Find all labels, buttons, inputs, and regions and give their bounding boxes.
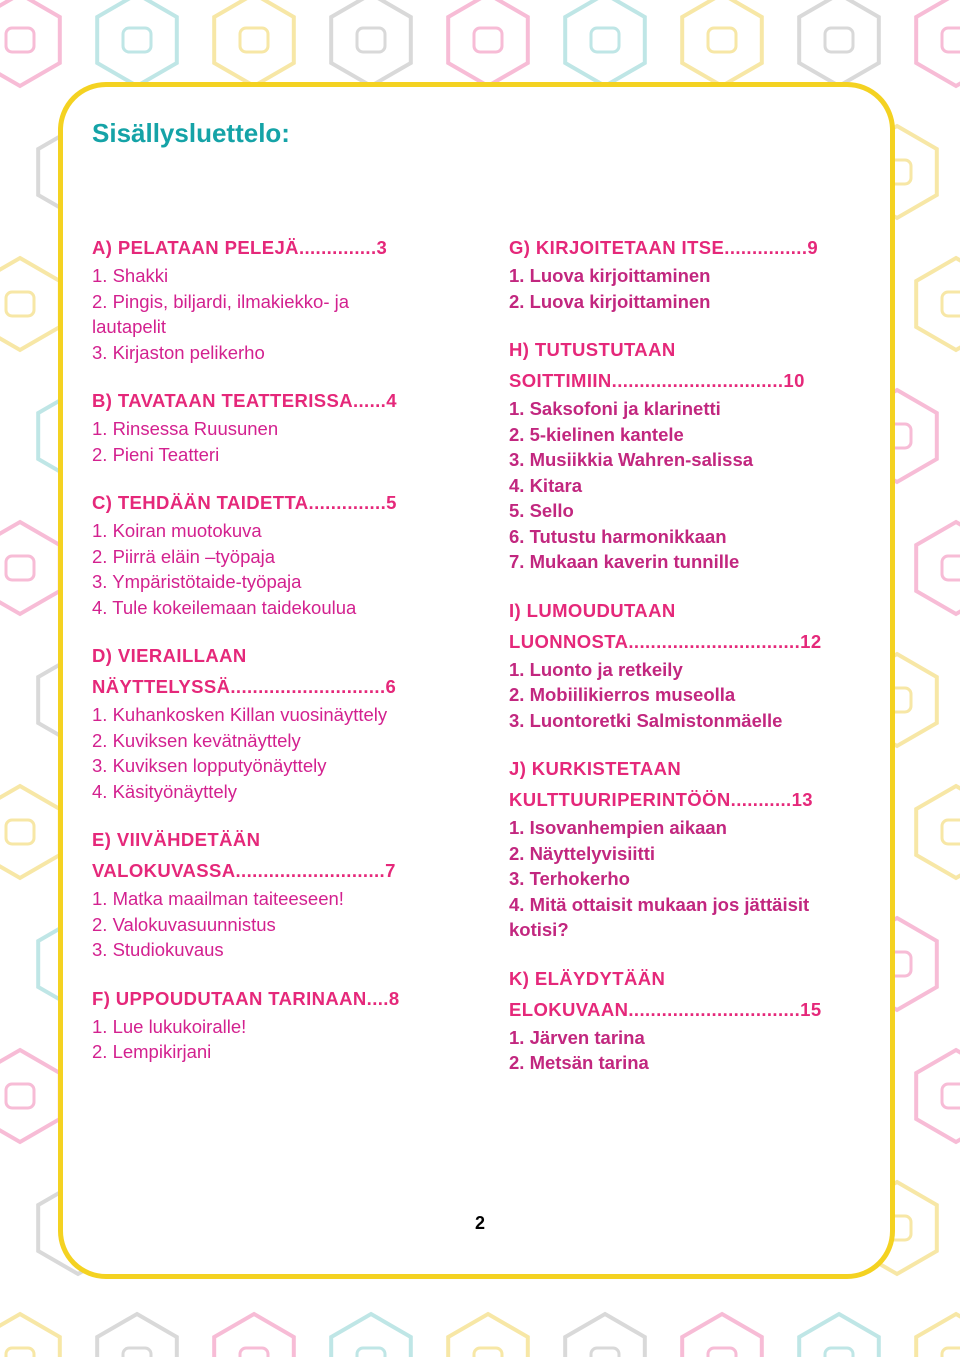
section-heading: LUONNOSTA...............................12 <box>509 630 822 652</box>
music-note-icon <box>214 1314 294 1357</box>
section-heading: K) ELÄYDYTÄÄN <box>509 967 666 989</box>
list-item: 3. Kirjaston pelikerho <box>92 341 265 363</box>
section-heading: KULTTUURIPERINTÖÖN...........13 <box>509 789 813 810</box>
lightbulb-icon <box>799 0 879 86</box>
camera-icon <box>916 258 960 350</box>
list-item: 1. Lue lukukoiralle! <box>92 1015 247 1037</box>
list-item: 2. Kuviksen kevätnäyttely <box>92 729 301 751</box>
list-item: 1. Matka maailman taiteeseen! <box>92 888 344 909</box>
section-item-list <box>92 1014 472 1065</box>
pencil-icon <box>682 0 762 86</box>
list-item: 1. Järven tarina <box>509 1026 645 1048</box>
camera-icon <box>916 0 960 86</box>
list-item: 4. Mitä ottaisit mukaan jos jättäisit <box>509 893 810 915</box>
speech-bubble-icon <box>0 1050 60 1142</box>
toc-section <box>509 595 879 734</box>
toc-section <box>92 385 472 467</box>
heart-icon <box>331 0 411 86</box>
section-heading: VALOKUVASSA...........................7 <box>92 860 396 881</box>
section-item-list <box>509 263 879 314</box>
list-item: 2. Näyttelyvisiitti <box>509 842 656 864</box>
toc-section <box>509 753 879 943</box>
list-item: 2. Luova kirjoittaminen <box>509 290 711 312</box>
section-heading: NÄYTTELYSSÄ............................6 <box>92 676 397 697</box>
list-item: 1. Luonto ja retkeily <box>509 658 683 680</box>
list-item: 3. Luontoretki Salmistonmäelle <box>509 709 783 731</box>
list-item: 2. 5-kielinen kantele <box>509 423 684 445</box>
list-item: 2. Mobiilikierros museolla <box>509 684 736 705</box>
section-item-list <box>92 263 472 365</box>
toc-section <box>92 824 472 963</box>
list-item: 2. Piirrä eläin –työpaja <box>92 545 276 567</box>
lightbulb-icon <box>799 1314 879 1357</box>
heart-icon <box>331 1314 411 1357</box>
list-item: 3. Terhokerho <box>509 868 630 889</box>
toc-section <box>92 232 472 365</box>
toc-section <box>92 983 472 1065</box>
toc-section <box>509 963 879 1076</box>
page-number: 2 <box>474 1213 485 1233</box>
section-heading: C) TEHDÄÄN TAIDETTA..............5 <box>92 492 397 513</box>
section-heading: G) KIRJOITETAAN ITSE...............9 <box>509 237 819 258</box>
camera-icon <box>916 786 960 878</box>
section-item-list <box>509 396 879 575</box>
list-item: 2. Valokuvasuunnistus <box>92 913 276 935</box>
speech-bubble-icon <box>0 1314 60 1357</box>
music-note-icon <box>214 0 294 86</box>
section-heading: J) KURKISTETAAN <box>509 758 682 779</box>
puzzle-icon <box>97 1314 177 1357</box>
section-item-list <box>92 702 472 804</box>
list-item: 2. Pieni Teatteri <box>92 443 220 465</box>
speech-bubble-icon <box>0 0 60 86</box>
list-item: 3. Kuviksen lopputyönäyttely <box>92 755 327 776</box>
list-item: 1. Isovanhempien aikaan <box>509 817 727 838</box>
camera-icon <box>916 522 960 614</box>
list-item: 2. Metsän tarina <box>509 1052 649 1073</box>
thumbs-up-icon <box>448 0 528 86</box>
toc-left-column <box>92 232 472 1085</box>
list-item: 1. Shakki <box>92 265 169 286</box>
list-item: 3. Ympäristötaide-työpaja <box>92 571 302 592</box>
section-heading: SOITTIMIIN...............................10 <box>509 370 805 391</box>
speech-bubble-icon <box>0 258 60 350</box>
list-item: 4. Kitara <box>509 474 583 496</box>
camera-icon <box>916 1314 960 1357</box>
list-item: 6. Tutustu harmonikkaan <box>509 525 727 547</box>
book-icon <box>565 0 645 86</box>
puzzle-icon <box>97 0 177 86</box>
speech-bubble-icon <box>0 522 60 614</box>
section-heading: D) VIERAILLAAN <box>92 645 247 666</box>
list-item: 3. Musiikkia Wahren-salissa <box>509 449 754 470</box>
list-item: 5. Sello <box>509 500 574 521</box>
list-item: kotisi? <box>509 919 569 940</box>
thumbs-up-icon <box>448 1314 528 1357</box>
list-item: 1. Saksofoni ja klarinetti <box>509 398 721 419</box>
list-item: 2. Lempikirjani <box>92 1041 212 1062</box>
list-item: 1. Luova kirjoittaminen <box>509 265 711 286</box>
section-item-list <box>92 518 472 620</box>
toc-section <box>92 640 472 804</box>
toc-right-column <box>509 232 879 1096</box>
page-title: Sisällysluettelo: <box>92 118 290 148</box>
list-item: 7. Mukaan kaverin tunnille <box>509 551 740 572</box>
section-heading: A) PELATAAN PELEJÄ..............3 <box>92 237 388 258</box>
section-heading: ELOKUVAAN...............................15 <box>509 998 822 1020</box>
section-item-list <box>92 416 472 467</box>
section-item-list <box>509 657 879 734</box>
list-item: 4. Tule kokeilemaan taidekoulua <box>92 596 357 618</box>
list-item: 3. Studiokuvaus <box>92 939 224 960</box>
section-item-list <box>509 1025 879 1076</box>
section-heading: B) TAVATAAN TEATTERISSA......4 <box>92 390 397 411</box>
book-icon <box>565 1314 645 1357</box>
section-heading: H) TUTUSTUTAAN <box>509 339 676 360</box>
list-item: 1. Koiran muotokuva <box>92 520 262 541</box>
section-item-list <box>92 886 472 963</box>
list-item: 4. Käsityönäyttely <box>92 780 237 802</box>
list-item: 2. Pingis, biljardi, ilmakiekko- ja <box>92 290 350 312</box>
list-item: 1. Rinsessa Ruusunen <box>92 418 279 439</box>
section-heading: I) LUMOUDUTAAN <box>509 599 676 621</box>
toc-section <box>509 232 879 314</box>
pencil-icon <box>682 1314 762 1357</box>
section-heading: E) VIIVÄHDETÄÄN <box>92 829 261 850</box>
camera-icon <box>916 1050 960 1142</box>
section-item-list <box>509 815 879 943</box>
speech-bubble-icon <box>0 786 60 878</box>
toc-section <box>509 334 879 575</box>
toc-section <box>92 487 472 620</box>
list-item: 1. Kuhankosken Killan vuosinäyttely <box>92 704 388 725</box>
section-heading: F) UPPOUDUTAAN TARINAAN....8 <box>92 987 400 1009</box>
list-item: lautapelit <box>92 316 167 337</box>
